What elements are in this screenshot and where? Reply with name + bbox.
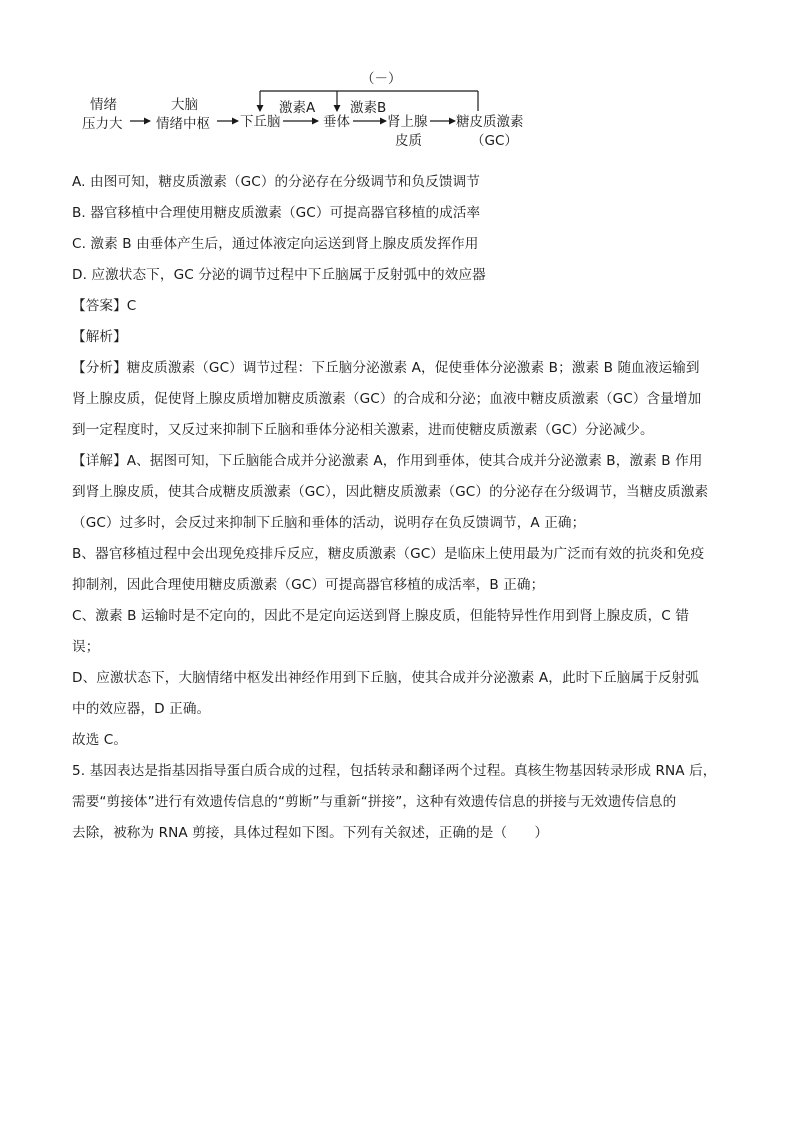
pituitary-node: 垂体: [323, 114, 350, 130]
question-line: 5. 基因表达是指基因指导蛋白质合成的过程，包括转录和翻译两个过程。真核生物基因转录形成 RNA 后，: [72, 763, 717, 779]
detail-line: 中的效应器，D 正确。: [72, 701, 211, 717]
detail-line: 误；: [72, 639, 100, 655]
question-line: 需要“剪接体”进行有效遗传信息的“剪断”与重新“拼接”，这种有效遗传信息的拼接与无效遗传信息的: [72, 794, 677, 810]
document-body: [72, 167, 732, 849]
hormone-a-label: 激素A: [279, 100, 316, 116]
answer-line: 【答案】C: [72, 298, 137, 314]
adrenal-node-line1: 肾上腺: [387, 114, 428, 130]
analysis-line: 肾上腺皮质，促使肾上腺皮质增加糖皮质激素（GC）的合成和分泌；血液中糖皮质激素（GC）含量增加: [72, 391, 702, 407]
detail-line: （GC）过多时，会反过来抑制下丘脑和垂体的活动，说明存在负反馈调节，A 正确；: [72, 515, 586, 531]
feedback-label: （－）: [361, 71, 402, 87]
detail-line: 故选 C。: [72, 732, 128, 748]
option-d: D. 应激状态下，GC 分泌的调节过程中下丘脑属于反射弧中的效应器: [72, 267, 486, 283]
adrenal-node-line2: 皮质: [395, 133, 422, 149]
stress-node-line1: 情绪: [90, 97, 117, 113]
option-b: B. 器官移植中合理使用糖皮质激素（GC）可提高器官移植的成活率: [72, 205, 481, 221]
detail-line: D、应激状态下，大脑情绪中枢发出神经作用到下丘脑，使其合成并分泌激素 A，此时下丘脑属于反射弧: [72, 670, 699, 686]
detail-line: 到肾上腺皮质，使其合成糖皮质激素（GC），因此糖皮质激素（GC）的分泌存在分级调节，当糖皮质激素: [72, 484, 709, 500]
brain-node-line2: 情绪中枢: [156, 116, 210, 132]
hormone-b-label: 激素B: [350, 100, 387, 116]
analysis-heading: 【解析】: [72, 329, 127, 345]
question-line: 去除，被称为 RNA 剪接，具体过程如下图。下列有关叙述，正确的是（ ）: [72, 825, 549, 841]
detail-line: 【详解】A、据图可知，下丘脑能合成并分泌激素 A，作用到垂体，使其合成并分泌激素 B，激素 B 作用: [72, 453, 703, 469]
detail-line: C、激素 B 运输时是不定向的，因此不是定向运送到肾上腺皮质，但能特异性作用到肾上腺皮质，C 错: [72, 608, 690, 624]
option-c: C. 激素 B 由垂体产生后，通过体液定向运送到肾上腺皮质发挥作用: [72, 236, 479, 252]
analysis-line: 【分析】糖皮质激素（GC）调节过程：下丘脑分泌激素 A，促使垂体分泌激素 B；激素 B 随血液运输到: [72, 360, 700, 376]
hypothalamus-node: 下丘脑: [240, 114, 281, 130]
detail-line: 抑制剂，因此合理使用糖皮质激素（GC）可提高器官移植的成活率，B 正确；: [72, 577, 545, 593]
analysis-line: 到一定程度时，又反过来抑制下丘脑和垂体分泌相关激素，进而使糖皮质激素（GC）分泌减少。: [72, 422, 654, 438]
stress-node-line2: 压力大: [82, 116, 123, 132]
gc-node-line2: （GC）: [471, 133, 518, 149]
hormone-regulation-diagram: [70, 64, 550, 160]
option-a: A. 由图可知，糖皮质激素（GC）的分泌存在分级调节和负反馈调节: [72, 174, 480, 190]
brain-node-line1: 大脑: [171, 97, 198, 113]
detail-line: B、器官移植过程中会出现免疫排斥反应，糖皮质激素（GC）是临床上使用最为广泛而有效的抗炎和免疫: [72, 546, 705, 562]
gc-node-line1: 糖皮质激素: [456, 114, 524, 130]
